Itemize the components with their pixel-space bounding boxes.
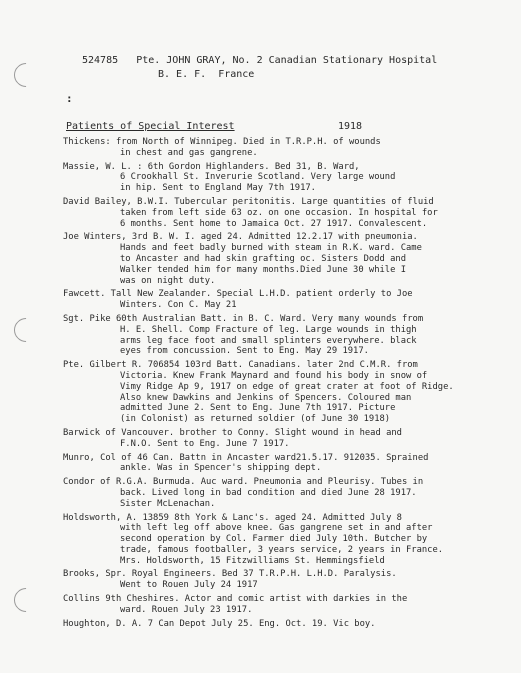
entry-continuation-line: Sister McLenachan. [120, 498, 216, 509]
patient-entry [63, 569, 513, 591]
document-header [82, 54, 437, 82]
patient-entry [63, 477, 513, 509]
patient-entry [63, 360, 513, 425]
entry-first-line: Sgt. Pike 60th Australian Batt. in B. C. Ward. Very many wounds from [63, 313, 424, 324]
header-line-2: B. E. F. France [158, 69, 255, 80]
patient-entry [63, 594, 513, 616]
entry-continuation-line: ankle. Was in Spencer's shipping dept. [120, 463, 322, 474]
patient-entry [63, 314, 513, 357]
entry-continuation-line: 6 Crookhall St. Inverurie Scotland. Very large wound [120, 172, 396, 183]
entry-continuation-line: Winters. Con C. May 21 [120, 300, 237, 311]
entry-first-line: Pte. Gilbert R. 706854 103rd Batt. Canadians. later 2nd C.M.R. from [63, 360, 418, 371]
colon-mark: : [66, 92, 73, 105]
entry-continuation-line: Mrs. Holdsworth, 15 Fitzwilliams St. Hemmingsfield [120, 555, 385, 566]
entry-continuation-line: to Ancaster and had skin grafting oc. Sisters Dodd and [120, 253, 406, 264]
service-number: 524785 [82, 55, 119, 66]
entry-continuation-line: taken from left side 63 oz. on one occasion. In hospital for [120, 207, 438, 218]
patient-list [63, 137, 513, 629]
patient-entry [63, 513, 513, 567]
entry-continuation-line: F.N.O. Sent to Eng. June 7 1917. [120, 438, 290, 449]
entry-continuation-line: H. E. Shell. Comp Fracture of leg. Large wounds in thigh [120, 324, 417, 335]
entry-first-line: Condor of R.G.A. Burmuda. Auc ward. Pneumonia and Pleurisy. Tubes in [63, 477, 424, 488]
entry-continuation-line: (in Colonist) as returned soldier (of June 30 1918) [120, 414, 391, 425]
patient-entry [63, 232, 513, 286]
entry-continuation-line: second operation by Col. Farmer died July 10th. Butcher by [120, 534, 428, 545]
header-line-1: Pte. JOHN GRAY, No. 2 Canadian Stationary Hospital [136, 55, 438, 66]
entry-continuation-line: Walker tended him for many months.Died June 30 while I [120, 264, 406, 275]
entry-first-line: David Bailey, B.W.I. Tubercular peritonitis. Large quantities of fluid [63, 196, 434, 207]
entry-continuation-line: in chest and gas gangrene. [120, 147, 258, 158]
patient-entry [63, 289, 513, 311]
entry-continuation-line: with left leg off above knee. Gas gangrene set in and after [120, 523, 433, 534]
entry-continuation-line: back. Lived long in bad condition and died June 28 1917. [120, 487, 417, 498]
entry-first-line: Brooks, Spr. Royal Engineers. Bed 37 T.R.P.H. L.H.D. Paralysis. [63, 569, 397, 580]
punch-hole-middle [9, 313, 43, 347]
entry-continuation-line: 6 months. Sent home to Jamaica Oct. 27 1917. Convalescent. [120, 218, 428, 229]
section-year: 1918 [338, 121, 363, 132]
entry-continuation-line: eyes from concussion. Sent to Eng. May 29 1917. [120, 346, 369, 357]
entry-first-line: Holdsworth, A. 13859 8th York & Lanc's. aged 24. Admitted July 8 [63, 512, 402, 523]
entry-first-line: Thickens: from North of Winnipeg. Died in T.R.P.H. of wounds [63, 137, 381, 147]
entry-continuation-line: trade, famous footballer, 3 years service, 2 years in France. [120, 544, 444, 555]
patient-entry [63, 428, 513, 450]
entry-continuation-line: Went to Rouen July 24 1917 [120, 580, 258, 591]
entry-first-line: Houghton, D. A. 7 Can Depot July 25. Eng. Oct. 19. Vic boy. [63, 618, 376, 629]
entry-first-line: Munro, Col of 46 Can. Battn in Ancaster ward21.5.17. 912035. Sprained [63, 452, 429, 463]
entry-continuation-line: Hands and feet badly burned with steam in R.K. ward. Came [120, 243, 422, 254]
entry-continuation-line: ward. Rouen July 23 1917. [120, 604, 253, 615]
entry-continuation-line: arms leg face foot and small splinters everywhere. black [120, 335, 417, 346]
entry-first-line: Barwick of Vancouver. brother to Conny. Slight wound in head and [63, 427, 402, 438]
punch-hole-top [9, 58, 43, 92]
entry-continuation-line: Victoria. Knew Frank Maynard and found his body in snow of [120, 370, 428, 381]
patient-entry [63, 162, 513, 194]
punch-hole-bottom [9, 583, 43, 617]
entry-continuation-line: Also knew Dawkins and Jenkins of Spencers. Coloured man [120, 392, 412, 403]
entry-continuation-line: was on night duty. [120, 275, 216, 286]
entry-continuation-line: admitted June 2. Sent to Eng. June 7th 1917. Picture [120, 403, 396, 414]
entry-continuation-line: in hip. Sent to England May 7th 1917. [120, 183, 316, 194]
entry-first-line: Fawcett. Tall New Zealander. Special L.H.D. patient orderly to Joe [63, 289, 413, 300]
patient-entry [63, 453, 513, 475]
entry-first-line: Massie, W. L. : 6th Gordon Highlanders. Bed 31, B. Ward, [63, 161, 360, 172]
section-title: Patients of Special Interest [66, 121, 235, 132]
entry-first-line: Collins 9th Cheshires. Actor and comic artist with darkies in the [63, 594, 408, 605]
patient-entry [63, 197, 513, 229]
patient-entry [63, 619, 513, 630]
entry-first-line: Joe Winters, 3rd B. W. I. aged 24. Admitted 12.2.17 with pneumonia. [63, 232, 418, 243]
section-heading [66, 121, 486, 132]
entry-continuation-line: Vimy Ridge Ap 9, 1917 on edge of great crater at foot of Ridge. [120, 381, 454, 392]
patient-entry [63, 137, 513, 159]
